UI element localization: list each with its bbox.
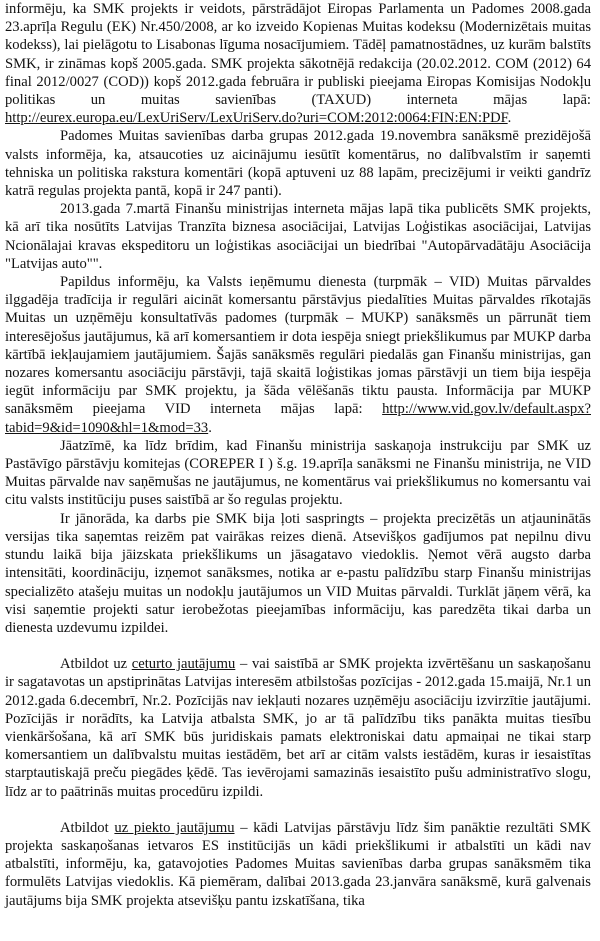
paragraph-2 <box>5 127 591 200</box>
paragraph-1 <box>5 0 591 127</box>
paragraph-5 <box>5 437 591 510</box>
document-page <box>5 0 591 910</box>
paragraph-4 <box>5 273 591 437</box>
url-link[interactable]: http://www.vid.gov.lv/default.aspx?tabid=9&id=1090&hl=1&mod=33 <box>5 401 591 436</box>
paragraph-6 <box>5 510 591 637</box>
paragraph-text: . <box>208 419 212 436</box>
paragraph-text: – kādi Latvijas pārstāvju līdz šim panāktie rezultāti SMK projekta saskaņošanas ietvaros ES institūcijās un kādi priekšlikumi ir atbalstīti un kādi nav atbalstīti, informēju, ka, gatavojoties Padomes Muitas savienības darba grupas sanāksmēm tika formulēts Latvijas viedoklis. Kā piemēram, dalībai 2013.gada 23.janvāra sanāksmē, kurā galvenais jautājums bija SMK projekta atsevišķu pantu izskatīšana, tika <box>5 819 591 909</box>
paragraph-text: – vai saistībā ar SMK projekta izvērtēšanu un saskaņošanu ir sagatavotas un apstiprinātas Latvijas interesēm atbilstošas pozīcijas - 2012.gada 15.maijā, Nr.1 un 2012.gada 6.decembrī, Nr.2. Pozīcijās nav iekļauti nozares uzņēmēju asociāciju izvirzītie jautājumi. Pozīcijās ir norādīts, ka Latvija atbalsta SMK, jo ar tā palīdzību tiks panākta muitas tiesību vienkāršošana, kā arī SMK būs juridiskais pamats elektroniskai datu apmaiņai ne tikai starp komersantiem un dalībvalstu muitas iestādēm, bet arī ar citām valsts iestādēm, kuras ir iesaistītas starptautiskajā preču piegādes ķēdē. Tas ievērojami samazinās iesaistīto pušu administratīvo slogu, līdz ar to paātrinās muitas procedūru izpildi. <box>5 656 591 800</box>
paragraph-7 <box>5 655 591 801</box>
underlined-phrase: uz piekto jautājumu <box>114 819 235 836</box>
url-link[interactable]: http://eurex.europa.eu/LexUriServ/LexUriServ.do?uri=COM:2012:0064:FIN:EN:PDF <box>5 110 508 127</box>
paragraph-text: . <box>507 110 512 127</box>
paragraph-text: Atbildot uz <box>60 656 132 673</box>
paragraph-text: Jāatzīmē, ka līdz brīdim, kad Finanšu ministrija saskaņoja instrukciju par SMK uz Pastāvīgo pārstāvju komitejas (COREPER I ) š.g. 19.aprīļa sanāksmi ne Finanšu ministrija, ne VID Muitas pārvalde nav saņēmušas ne jautājumus, ne komentārus vai priekšlikumus no komersantu vai citu valsts institūciju puses saistībā ar šo regulas projektu. <box>5 437 591 509</box>
paragraph-8 <box>5 819 591 910</box>
paragraph-text: informēju, ka SMK projekts ir veidots, pārstrādājot Eiropas Parlamenta un Padomes 2008.gada 23.aprīļa Regulu (EK) Nr.450/2008, ar ko izveido Kopienas Muitas kodeksu (Modernizētais muitas kodekss), lai pielāgotu to Lisabonas līguma nosacījumiem. Tādēļ pamatnostādnes, uz kurām balstīts SMK, ir zināmas kopš 2005.gada. SMK projekta sākotnējā redakcija (20.02.2012. COM (2012) 64 final 2012/0027 (COD)) kopš 2012.gada februāra ir publiski pieejama Eiropas Komisijas Nodokļu politikas un muitas savienības (TAXUD) interneta mājas lapā: <box>5 1 591 109</box>
paragraph-text: 2013.gada 7.martā Finanšu ministrijas interneta mājas lapā tika publicēts SMK projekts, kā arī tika nosūtīts Latvijas Tranzīta biznesa asociācijai, Latvijas Loģistikas asociācijai, Latvijas Ncionālajai kravas ekspeditoru un loģistikas asociācijai un biedrībai "Autopārvadātāju Asociācija "Latvijas auto"". <box>5 201 591 272</box>
paragraph-text: Padomes Muitas savienības darba grupas 2012.gada 19.novembra sanāksmē prezidējošā valsts informēja, ka, atsaucoties uz aicinājumu iesūtīt komentārus, no dalībvalstīm ir saņemti tehniska un politiska rakstura komentāri (kopā aptuveni uz 88 lapām, precizējumi ir veikti gandrīz katrā regulas projekta pantā, kopā ir 247 panti). <box>5 128 591 200</box>
paragraph-text: Papildus informēju, ka Valsts ieņēmumu dienesta (turpmāk – VID) Muitas pārvaldes ilggadēja tradīcija ir regulāri aicināt komersantu pārstāvjus piedalīties Muitas pārvaldes rīkotajās Muitas un uzņēmēju konsultatīvās padomes (turpmāk – MUKP) sanāksmēs un pārrunāt tiem interesējošus jautājumus, kā arī komersantiem ir dota iespēja sniegt priekšlikumus par MUKP darba kārtībā iekļaujamiem jautājumiem. Šajās sanāksmēs regulāri piedalās gan Finanšu ministrijas, gan nozares komersantu asociāciju pārstāvji, tajā skaitā loģistikas jomas pārstāvji un tiem bija iespēja iegūt informāciju par SMK projektu, ja šāda vēlēšanās tiktu pausta. Informācija par MUKP sanāksmēm pieejama VID interneta mājas lapā: <box>5 274 591 418</box>
underlined-phrase: ceturto jautājumu <box>131 656 236 673</box>
paragraph-text: Atbildot <box>60 819 115 836</box>
paragraph-text: Ir jānorāda, ka darbs pie SMK bija ļoti saspringts – projekta precizētās un atjauninātās versijas tika saņemtas reizēm pat vairākas reizes dienā. Atsevišķos gadījumos pat nepilnu divu stundu laikā bija jāizskata priekšlikums un jāsagatavo viedoklis. Ņemot vērā augsto darba intensitāti, koordināciju, izņemot sanāksmes, notika ar e-pastu palīdzību starp Finanšu ministrijas specializēto atašeju muitas un nodokļu jautājumos un VID Muitas pārvaldi. Turklāt jāņem vērā, ka visi saņemtie projekti satur ierobežotas pieejamības informāciju, kas paredzēta tikai darba un dienesta uzdevumu izpildei. <box>5 510 591 636</box>
paragraph-3 <box>5 200 591 273</box>
